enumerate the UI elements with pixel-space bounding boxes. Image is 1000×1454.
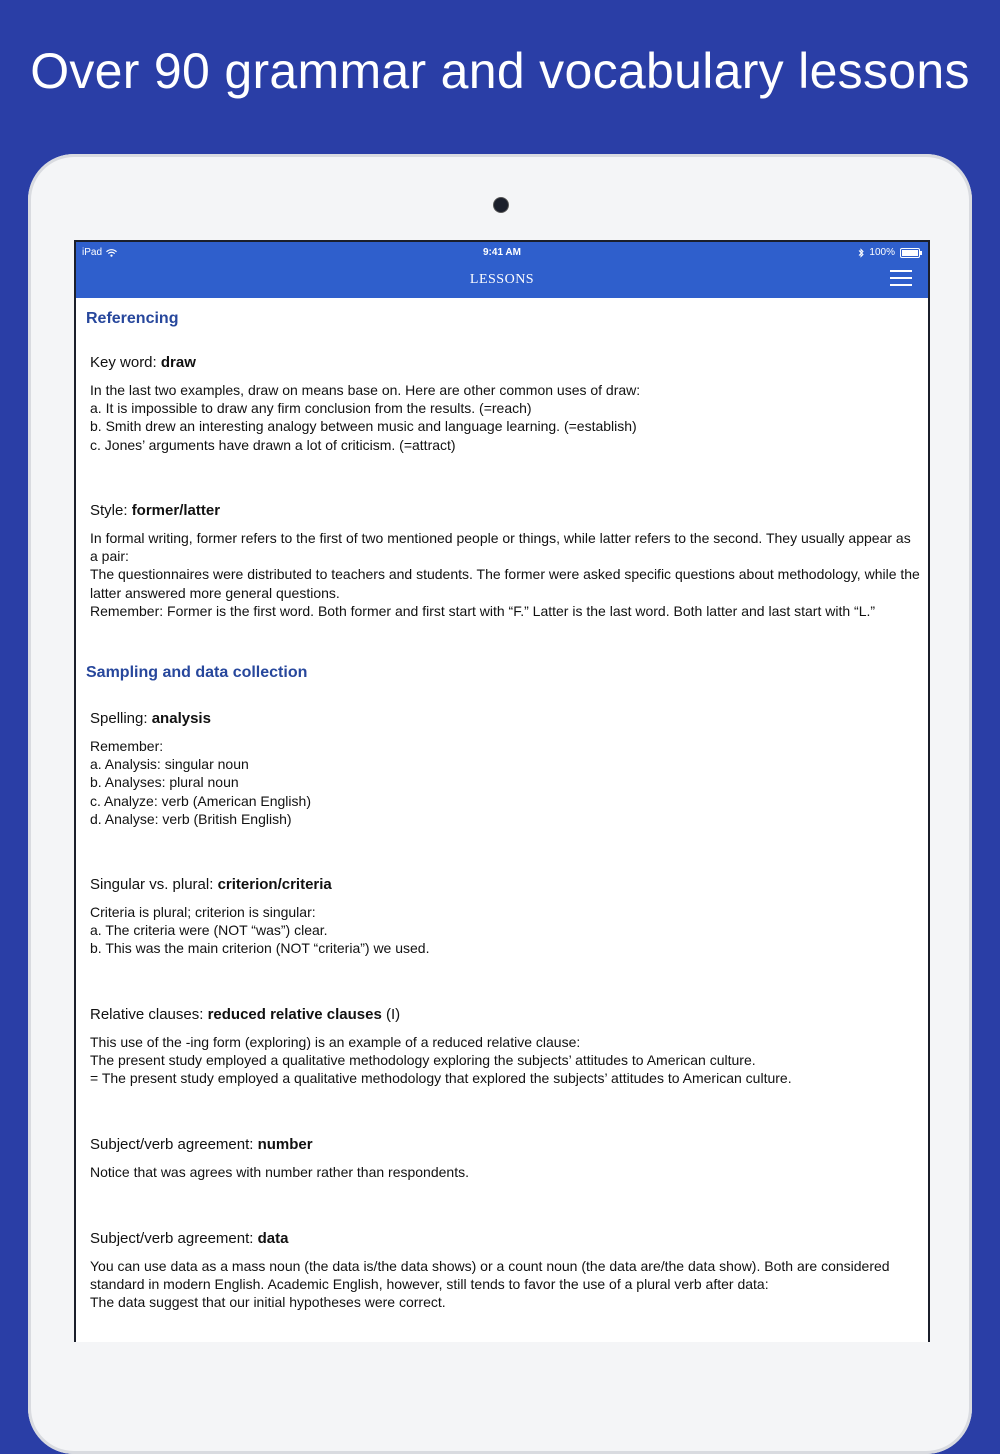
lesson-body [90, 1163, 920, 1181]
lesson-keyword: number [257, 1136, 313, 1153]
lesson-body [90, 1257, 920, 1312]
lesson-label: Relative clauses: [90, 1006, 208, 1023]
lesson-title [90, 354, 196, 371]
lesson-label: Key word: [90, 354, 161, 371]
lesson-suffix: (I) [381, 1006, 401, 1023]
bluetooth-icon [858, 248, 864, 258]
lesson-body [90, 381, 920, 454]
lesson-keyword: former/latter [131, 502, 221, 519]
lesson-title [90, 876, 332, 893]
lesson-line: a. Analysis: singular noun [90, 756, 249, 773]
lesson-line: d. Analyse: verb (British English) [90, 810, 292, 827]
lesson-title [90, 710, 211, 727]
lesson-keyword: reduced relative clauses [207, 1006, 382, 1023]
lesson-line: a. The criteria were (NOT “was”) clear. [90, 922, 328, 939]
lesson-line: This use of the -ing form (exploring) is an example of a reduced relative clause: [90, 1034, 581, 1050]
lesson-line: In the last two examples, draw on means base on. Here are other common uses of draw: [90, 382, 641, 398]
lesson-keyword: criterion/criteria [217, 876, 332, 893]
lesson-body [90, 1033, 920, 1088]
lesson-label: Subject/verb agreement: [90, 1136, 258, 1153]
lesson-line: Criteria is plural; criterion is singular: [90, 904, 316, 920]
lesson-line: = The present study employed a qualitative methodology that explored the subjects’ attitudes to American culture. [90, 1070, 792, 1087]
lesson-line: b. Analyses: plural noun [90, 774, 239, 791]
page-title: LESSONS [469, 272, 535, 287]
hamburger-menu-icon[interactable] [890, 270, 912, 286]
promo-headline: Over 90 grammar and vocabulary lessons [30, 43, 970, 99]
lesson-label: Singular vs. plural: [90, 876, 218, 893]
lesson-line: c. Analyze: verb (American English) [90, 792, 311, 809]
lesson-line: b. This was the main criterion (NOT “criteria”) we used. [90, 940, 430, 957]
lesson-line: You can use data as a mass noun (the data is/the data shows) or a count noun (the data are/the data show). Both are considered standard in modern English. Academic English, however, still tends to favor the use of a plural verb after data: [90, 1258, 890, 1293]
battery-percent: 100% [869, 247, 895, 258]
lesson-label: Subject/verb agreement: [90, 1230, 258, 1247]
lesson-line: Remember: [90, 738, 164, 754]
lesson-line: b. Smith drew an interesting analogy between music and language learning. (=establish) [90, 418, 637, 435]
section-title-referencing[interactable]: Referencing [86, 310, 179, 327]
camera-icon [494, 198, 508, 212]
section-title-sampling[interactable]: Sampling and data collection [86, 664, 308, 681]
lesson-line: Notice that was agrees with number rather than respondents. [90, 1164, 469, 1180]
lesson-line: a. It is impossible to draw any firm conclusion from the results. (=reach) [90, 400, 532, 417]
lesson-line: In formal writing, former refers to the first of two mentioned people or things, while latter refers to the second. They usually appear as a pair: [90, 530, 911, 565]
lesson-title [90, 1230, 288, 1247]
lessons-content [76, 298, 928, 1342]
app-screen [74, 240, 930, 1342]
lesson-body [90, 903, 920, 958]
status-right [858, 247, 920, 258]
device-label: iPad [82, 247, 103, 258]
status-time: 9:41 AM [483, 247, 521, 258]
lesson-keyword: draw [160, 354, 196, 371]
lesson-line: The questionnaires were distributed to teachers and students. The former were asked specific questions about methodology, while the latter answered more general questions. [90, 566, 920, 601]
lesson-keyword: data [257, 1230, 289, 1247]
lesson-line: The data suggest that our initial hypotheses were correct. [90, 1294, 446, 1311]
lesson-label: Style: [90, 502, 132, 519]
battery-icon [900, 248, 920, 258]
lesson-title [90, 1006, 400, 1023]
lesson-line: Remember: Former is the first word. Both former and first start with “F.” Latter is the last word. Both latter and last start with “L.” [90, 602, 876, 619]
lesson-title [90, 502, 220, 519]
navigation-bar [76, 242, 928, 298]
lesson-body [90, 529, 920, 620]
lesson-title [90, 1136, 313, 1153]
lesson-line: The present study employed a qualitative methodology exploring the subjects’ attitudes to American culture. [90, 1052, 756, 1069]
lesson-body [90, 737, 920, 828]
lesson-keyword: analysis [151, 710, 211, 727]
lesson-label: Spelling: [90, 710, 152, 727]
lesson-line: c. Jones’ arguments have drawn a lot of criticism. (=attract) [90, 436, 456, 453]
